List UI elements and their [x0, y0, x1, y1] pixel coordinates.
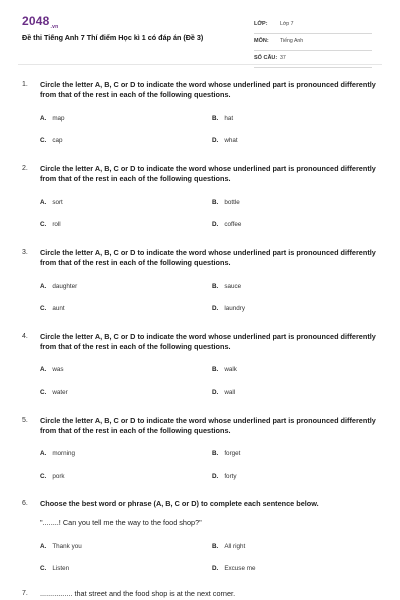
- meta-row-count: [254, 53, 372, 68]
- question-prompt: Circle the letter A, B, C or D to indicate the word whose underlined part is pronounced differently from that of the rest in each of the following questions.: [40, 248, 376, 267]
- exam-meta: [254, 19, 372, 70]
- question-number: 6.: [22, 500, 28, 507]
- option-a[interactable]: A. map: [40, 115, 65, 122]
- option-b[interactable]: B. hat: [212, 115, 234, 122]
- question-number: 1.: [22, 81, 28, 88]
- site-logo[interactable]: [22, 14, 58, 30]
- question-prompt: Circle the letter A, B, C or D to indicate the word whose underlined part is pronounced differently from that of the rest in each of the following questions.: [40, 416, 376, 435]
- meta-row-subject: [254, 36, 372, 51]
- option-d[interactable]: D. Excuse me: [212, 565, 256, 572]
- header-divider: [18, 64, 382, 65]
- question-prompt: Circle the letter A, B, C or D to indicate the word whose underlined part is pronounced differently from that of the rest in each of the following questions.: [40, 80, 376, 99]
- question-sentence: "........! Can you tell me the way to the food shop?": [40, 518, 202, 527]
- option-a[interactable]: A. daughter: [40, 283, 78, 290]
- option-c[interactable]: C. water: [40, 389, 68, 396]
- option-c[interactable]: C. roll: [40, 221, 61, 228]
- option-d[interactable]: D. laundry: [212, 305, 245, 312]
- meta-value: Lớp 7: [280, 21, 294, 27]
- meta-value: 37: [280, 55, 286, 61]
- logo-main: 2048: [22, 14, 50, 28]
- option-a[interactable]: A. morning: [40, 450, 76, 457]
- meta-label: MÔN:: [254, 38, 269, 44]
- question-number: 3.: [22, 249, 28, 256]
- option-a[interactable]: A. Thank you: [40, 543, 82, 550]
- option-d[interactable]: D. wall: [212, 389, 236, 396]
- option-b[interactable]: B. All right: [212, 543, 246, 550]
- question-prompt: Circle the letter A, B, C or D to indicate the word whose underlined part is pronounced differently from that of the rest in each of the following questions.: [40, 164, 376, 183]
- option-d[interactable]: D. what: [212, 137, 238, 144]
- question-number: 4.: [22, 333, 28, 340]
- question-prompt: Choose the best word or phrase (A, B, C or D) to complete each sentence below.: [40, 499, 319, 508]
- meta-label: SỐ CÂU:: [254, 55, 278, 61]
- question-number: 7.: [22, 590, 28, 597]
- option-d[interactable]: D. forty: [212, 473, 237, 480]
- option-b[interactable]: B. walk: [212, 366, 237, 373]
- meta-row-class: [254, 19, 372, 34]
- option-a[interactable]: A. was: [40, 366, 64, 373]
- logo-sub: .vn: [50, 24, 59, 31]
- meta-label: LỚP:: [254, 21, 268, 27]
- option-a[interactable]: A. sort: [40, 199, 63, 206]
- option-b[interactable]: B. sauce: [212, 283, 242, 290]
- question-number: 5.: [22, 417, 28, 424]
- option-b[interactable]: B. bottle: [212, 199, 240, 206]
- option-c[interactable]: C. aunt: [40, 305, 65, 312]
- option-c[interactable]: C. Listen: [40, 565, 70, 572]
- question-prompt: Circle the letter A, B, C or D to indicate the word whose underlined part is pronounced differently from that of the rest in each of the following questions.: [40, 332, 376, 351]
- option-c[interactable]: C. cap: [40, 137, 63, 144]
- question-sentence: ................ that street and the food shop is at the next corner.: [40, 589, 236, 598]
- option-d[interactable]: D. coffee: [212, 221, 242, 228]
- option-b[interactable]: B. forget: [212, 450, 241, 457]
- document-title: Đề thi Tiếng Anh 7 Thí điểm Học kì 1 có đáp án (Đề 3): [22, 33, 204, 42]
- option-c[interactable]: C. pork: [40, 473, 65, 480]
- meta-value: Tiếng Anh: [280, 38, 304, 44]
- question-number: 2.: [22, 165, 28, 172]
